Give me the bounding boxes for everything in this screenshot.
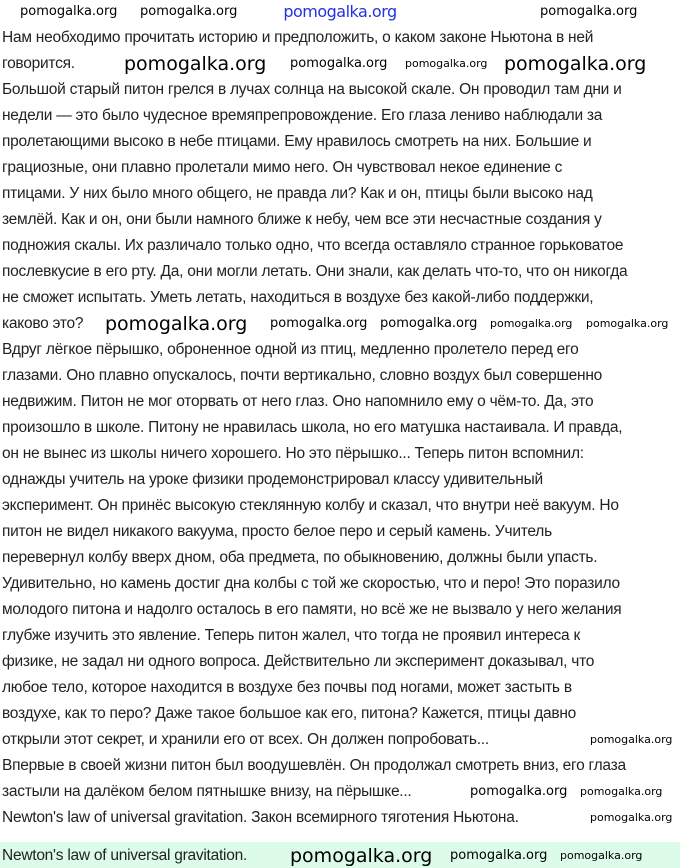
text-line: открыли этот секрет, и хранили его от всех. Он должен попробовать... [2, 731, 489, 748]
text-line: птицами. У них было много общего, не правда ли? Как и он, птицы были высоко над [2, 185, 593, 202]
watermark: pomogalka.org [580, 785, 663, 798]
watermark: pomogalka.org [20, 4, 118, 19]
text-line: глазами. Оно плавно опускалось, почти вертикально, словно воздух был совершенно [2, 367, 603, 384]
text-line: подножия скалы. Их различало только одно, что всегда оставляло странное горьковатое [2, 237, 624, 254]
watermark: pomogalka.org [490, 317, 573, 330]
text-line: глубже изучить это явление. Теперь питон жалел, что тогда не проявил интереса к [2, 627, 581, 644]
watermark: pomogalka.org [105, 313, 248, 335]
text-line: недвижим. Питон не мог оторвать от него глаз. Оно напомнило ему о чём-то. Да, это [2, 393, 594, 410]
text-line: Большой старый питон грелся в лучах солнца на высокой скале. Он проводил там дни и [2, 81, 622, 98]
text-line: воздухе, как то перо? Даже такое большое как его, питона? Кажется, птицы давно [2, 705, 577, 722]
text-line: недели — это было чудесное времяпрепровождение. Его глаза лениво наблюдали за [2, 107, 603, 124]
watermark: pomogalka.org [270, 316, 368, 331]
watermark: pomogalka.org [405, 57, 488, 70]
text-line: Впервые в своей жизни питон был воодушевлён. Он продолжал смотреть вниз, его глаза [2, 757, 626, 774]
text-line: застыли на далёком белом пятнышке внизу, на пёрышке... [2, 783, 412, 800]
watermark: pomogalka.org [540, 4, 638, 19]
watermark: pomogalka.org [140, 4, 238, 19]
watermark: pomogalka.org [560, 849, 643, 862]
text-line: Вдруг лёгкое пёрышко, оброненное одной из птиц, медленно пролетело перед его [2, 341, 579, 358]
watermark: pomogalka.org [586, 317, 669, 330]
watermark: pomogalka.org [590, 733, 673, 746]
watermark: pomogalka.org [590, 811, 673, 824]
answer-text: Newton's law of universal gravitation. [2, 847, 248, 864]
watermark: pomogalka.org [290, 845, 433, 867]
text-line: послевкусие в его рту. Да, они могли летать. Они знали, как делать что-то, что он никогда [2, 263, 628, 280]
watermark: pomogalka.org [450, 848, 548, 863]
text-line: любое тело, которое находится в воздухе без почвы под ногами, может застыть в [2, 679, 572, 696]
text-line: физике, не задал ни одного вопроса. Действительно ли эксперимент доказывал, что [2, 653, 595, 670]
text-line: каково это? [2, 315, 84, 332]
text-line: говорится. [2, 55, 75, 72]
text-line: эксперимент. Он принёс высокую стеклянную колбу и сказал, что внутри неё вакуум. Но [2, 497, 619, 514]
text-line: землёй. Как и он, они были намного ближе к небу, чем все эти несчастные создания у [2, 211, 602, 228]
text-line: произошло в школе. Питону не нравилась школа, но его матушка настаивала. И правда, [2, 419, 623, 436]
text-line: питон не видел никакого вакуума, просто белое перо и серый камень. Учитель [2, 523, 552, 540]
header-watermark[interactable]: pomogalka.org [283, 2, 397, 21]
text-line: грациозные, они плавно пролетали мимо него. Он чувствовал некое единение с [2, 159, 563, 176]
text-line: Удивительно, но камень достиг дна колбы с той же скоростью, что и перо! Это поразило [2, 575, 620, 592]
watermark: pomogalka.org [124, 53, 267, 75]
text-line: он не вынес из школы ничего хорошего. Но это пёрышко... Теперь питон вспомнил: [2, 445, 584, 462]
watermark: pomogalka.org [504, 53, 647, 75]
watermark: pomogalka.org [470, 784, 568, 799]
text-line: однажды учитель на уроке физики продемонстрировал классу удивительный [2, 471, 543, 488]
text-line: перевернул колбу вверх дном, оба предмета, по обыкновению, должны были упасть. [2, 549, 598, 566]
text-line: молодого питона и надолго осталось в его памяти, но всё же не вызвало у него желания [2, 601, 622, 618]
text-line: пролетающими высоко в небе птицами. Ему нравилось смотреть на них. Большие и [2, 133, 592, 150]
text-line: не сможет испытать. Уметь летать, находиться в воздухе без какой-либо поддержки, [2, 289, 594, 306]
text-line: Нам необходимо прочитать историю и предположить, о каком законе Ньютона в ней [2, 29, 594, 46]
watermark: pomogalka.org [380, 316, 478, 331]
text-line: Newton's law of universal gravitation. Закон всемирного тяготения Ньютона. [2, 809, 519, 826]
watermark: pomogalka.org [290, 56, 388, 71]
